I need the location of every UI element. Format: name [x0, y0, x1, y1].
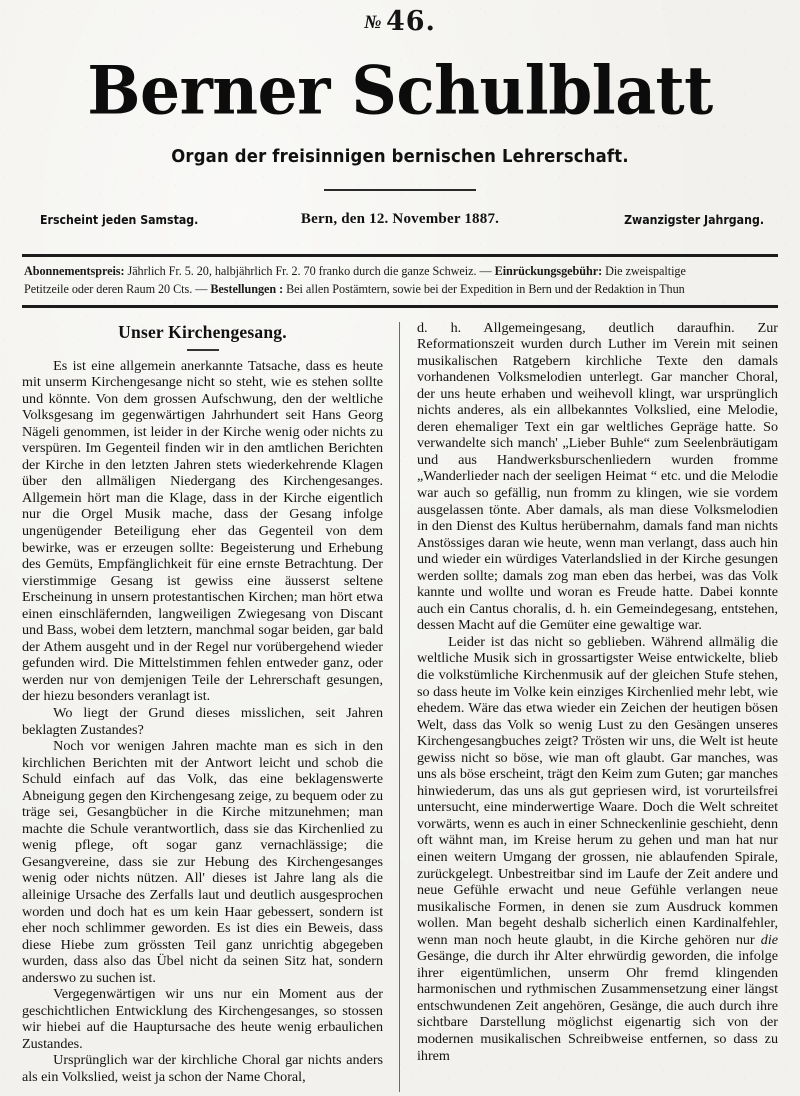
paragraph: Wo liegt der Grund dieses misslichen, seit Jahren beklagten Zustandes? — [22, 705, 383, 738]
volume-label: Zwanzigster Jahrgang. — [624, 212, 764, 228]
orders-label: Bestellungen : — [210, 281, 284, 296]
column-divider — [399, 322, 400, 1092]
ornamental-rule — [324, 189, 476, 191]
publication-date: Bern, den 12. November 1887. — [300, 211, 500, 228]
masthead-subtitle: Organ der freisinnigen bernischen Lehrerschaft. — [171, 147, 629, 168]
paragraph: Ursprünglich war der kirchliche Choral gar nichts anders als ein Volkslied, weist ja schon der Name Choral, — [22, 1052, 383, 1086]
subscription-line-1 — [24, 263, 776, 281]
numero-sign: № — [364, 12, 382, 33]
insertion-fee-label: Einrückungsgebühr: — [494, 264, 603, 279]
paragraph: d. h. Allgemeingesang, deutlich daraufhin. Zur Reformationszeit wurden durch Luther im Verein mit seinen musikalischen Ratgebern kirchliche Texte den damals vorhandenen Volksmelodien unterlegt. Gar mancher Choral, der uns heute erhaben und weihevoll klingt, war ursprünglich nichts anderes, als ein allbekanntes Volkslied, eine Melodie, deren ehemaliger Text ein gar weltliches Gepräge hatte. So verwandelte sich manch' „Lieber Buhle“ zum Seelenbräutigam und aus Handwerksburschenliedern wurden fromme „Wanderlieder nach der seeligen Heimat “ etc. und die Melodie war auch so gefällig, nun fromm zu klingen, wie sie vordem ausgelassen tönte. Aber damals, als man diese Volksmelodien in den Dienst des Kultus herübernahm, damals fand man nichts Anstössiges daran wie heute, wenn man verlangt, dass auch hin und wieder ein würdiges Vaterlandslied in der Kirche gesungen werden sollte; damals zog man eben das herbei, was das Volk kannte und wollte und woran es Freude hatte. Dabei konnte auch ein Cantus choralis, d. h. ein Gemeindegesang, entstehen, dessen Macht auf die Gemüter eine gewaltige war. — [417, 319, 778, 634]
article-columns — [22, 320, 778, 1095]
paragraph-emphasis: die — [760, 931, 778, 948]
publication-frequency: Erscheint jeden Samstag. — [40, 212, 199, 228]
issue-number — [0, 0, 800, 35]
petit-line-text: Petitzeile oder deren Raum 20 Cts. — — [24, 281, 211, 296]
column-left — [22, 320, 383, 1095]
article-headline: Unser Kirchengesang. — [118, 321, 287, 342]
paragraph: Vergegenwärtigen wir uns nur ein Moment aus der geschichtlichen Entwicklung des Kirchengesanges, so stossen wir hiebei auf die Hauptursache des heute wenig erbaulichen Zustandes. — [22, 986, 383, 1052]
paragraph-part-pre: Leider ist das nicht so geblieben. Während allmälig die weltliche Musik sich in grossartigster Weise entwickelte, blieb die volkstümliche Kirchenmusik auf der gleichen Stufe stehen, so dass heute im Volke kein einziges Kirchenlied mehr lebt, wie ehedem. Wäre das etwa wieder ein Zeichen der heutigen bösen Welt, dass das Volk so wenig Lust zu den Gesängen unseres Kirchengesangbuches zeigt? Trösten wir uns, die Welt ist heute gewiss nicht so böse, wie man oft glaubt. Gar manches, was uns als böse erscheint, trägt den Keim zum Guten; gar manches hinwiederum, das uns als gut gepriesen wird, ist vorurteilsfrei untersucht, eine minderwertige Waare. Doch die Welt schreitet vorwärts, wenn es auch in einer Schneckenlinie geschieht, denn oft wähnt man, im Kreise herum zu gehen und man hat nur einen weitern Umgang der grossen, nie ablaufenden Spirale, zurückgelegt. Unbestreitbar sind im Laufe der Zeit andere und neue Gefühle erwacht und neue Gefühle verlangen neue musikalische Formen, in denen sie zum Ausdruck kommen wollen. Man begeht deshalb sicherlich einen Kardinalfehler, wenn man noch heute glaubt, in die Kirche gehören nur — [417, 633, 778, 948]
masthead-title: Berner Schulblatt — [87, 50, 713, 130]
paragraph-part-post: Gesänge, die durch ihr Alter ehrwürdig geworden, die infolge ihrer eigentümlichen, unserm Ohr fremd klingenden harmonischen und rythmischen Zusammensetzung einer längst entschwundenen Zeit angehören, Gesänge, die auch durch ihre sichtbare Darstellung möglichst eigenartig sich von der modernen musikalischen Schreibweise entfernen, so dass zu ihrem — [417, 948, 778, 1064]
subscription-price-text: Jährlich Fr. 5. 20, halbjährlich Fr. 2. 70 franko durch die ganze Schweiz. — — [124, 264, 495, 279]
orders-text: Bei allen Postämtern, sowie bei der Expedition in Bern und der Redaktion in Thun — [283, 281, 685, 296]
column-right — [417, 320, 778, 1095]
subscription-box — [22, 254, 778, 307]
subscription-price-label: Abonnementspreis: — [24, 264, 125, 279]
headline-rule — [187, 349, 219, 351]
paragraph: Es ist eine allgemein anerkannte Tatsache, dass es heute mit unserm Kirchengesange nicht so steht, wie es stehen sollte und könnte. Von dem grossen Aufschwung, den der weltliche Volksgesang im gegenwärtigen Jahrhundert seit Hans Georg Nägeli genommen, ist leider in der Kirche wenig oder nichts zu verspüren. Im Gegenteil finden wir in den amtlichen Berichten der Kirche in den letzten Jahren stets wiederkehrende Klagen über den allmäligen Niedergang des Kirchengesanges. Allgemein hört man die Klage, dass in der Kirche eigentlich nur die Orgel Musik mache, dass der Gesang infolge ungenügender Beteiligung eher das Gegenteil von dem bewirke, was er erzeugen sollte: Begeisterung und Erhebung des Gemüts, Empfänglichkeit für eine ernste Betrachtung. Der vierstimmige Gesang ist gewiss eine äusserst seltene Erscheinung in unsern protestantischen Kirchen; man hört etwa einen einschläfernden, langweiligen Zwiegesang von Discant und Bass, wobei dem letztern, manchmal sogar beiden, gar bald der Athem ausgeht und in der Regel nur vorübergehend wieder gefunden wird. Die Mittelstimmen fehlen entweder ganz, oder werden nur von demjenigen Teile der Lehrerschaft gesungen, der hiezu besonders veranlagt ist. — [22, 357, 383, 705]
issue-number-value: 46. — [385, 6, 436, 37]
subscription-line-2 — [24, 281, 776, 299]
insertion-fee-text: Die zweispaltige — [602, 264, 686, 279]
dateline — [0, 212, 800, 234]
paragraph: Noch vor wenigen Jahren machte man es sich in den kirchlichen Berichten mit der Antwort leicht und schob die Schuld einfach auf das Volk, das eine beklagenswerte Abneigung gegen den Kirchengesang zeige, zu bequem oder zu träge sei, Gesangbücher in die Kirche mitzunehmen; man machte die Schule verantwortlich, dass sie das Kirchenlied zu wenig pflege, oft sogar ganz vernachlässige; die Gesangvereine, dass sie zur Hebung des Kirchengesanges wenig oder nichts nützen. All' dieses ist Jahre lang als die alleinige Ursache des Zerfalls laut und deutlich ausgesprochen worden und doch hat es um kein Haar gebessert, sondern ist eher noch schlimmer geworden. Es ist dies ein Beweis, dass diese Hiebe zum grössten Teil ganz unrichtig abgegeben wurden, dass also das Übel nicht da seinen Sitz hat, sondern anderswo zu suchen ist. — [22, 738, 383, 986]
paragraph — [417, 634, 778, 1064]
